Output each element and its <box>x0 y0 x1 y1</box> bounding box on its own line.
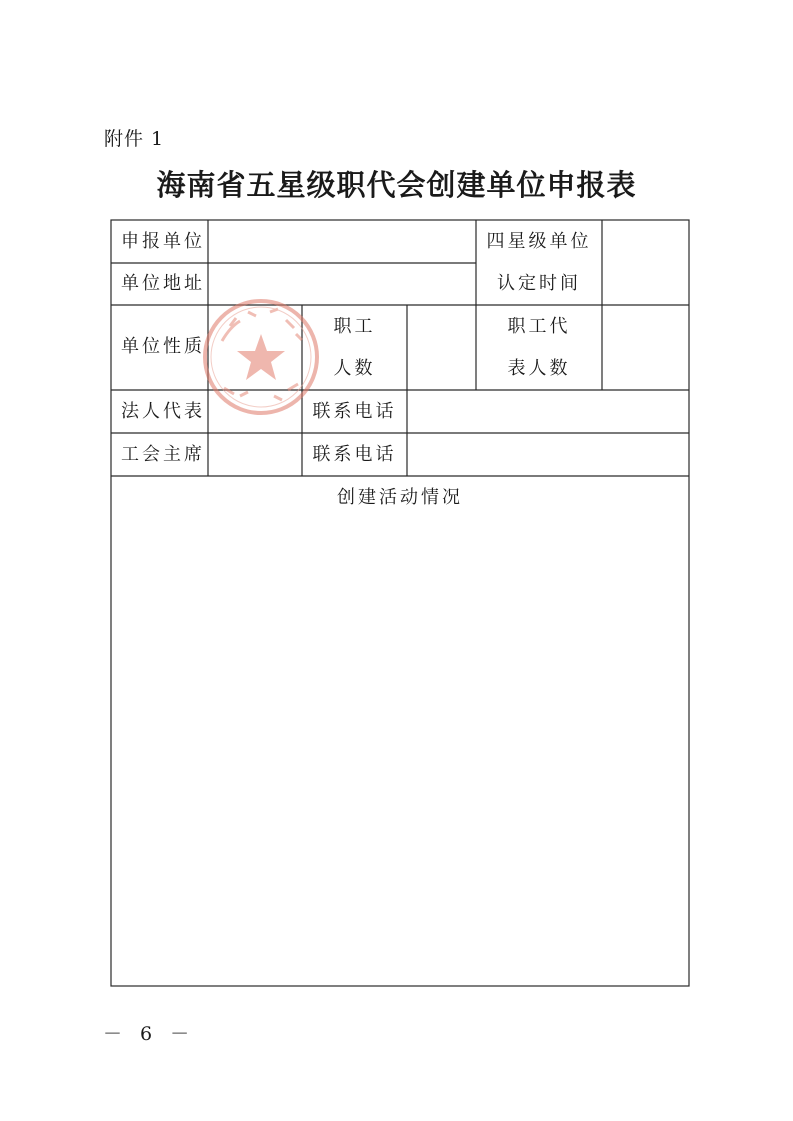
official-seal-icon <box>200 296 322 418</box>
page-number: － 6 － <box>103 1023 196 1045</box>
unit-address-label: 单位地址 <box>121 273 205 294</box>
attachment-label: 附件 1 <box>104 128 165 150</box>
staff-rep-count-label-line1: 职工代 <box>507 316 571 337</box>
page-title: 海南省五星级职代会创建单位申报表 <box>156 168 637 202</box>
unit-nature-label: 单位性质 <box>121 336 205 357</box>
legal-representative-label: 法人代表 <box>121 401 205 422</box>
contact-phone-label-union: 联系电话 <box>312 444 397 465</box>
creation-activities-label: 创建活动情况 <box>337 487 463 508</box>
staff-rep-count-label-line2: 表人数 <box>507 358 571 379</box>
four-star-recognition-label-line2: 认定时间 <box>497 273 581 294</box>
staff-count-label-line2: 人数 <box>333 358 376 379</box>
four-star-recognition-label-line1: 四星级单位 <box>486 231 592 252</box>
union-chair-label: 工会主席 <box>121 444 205 465</box>
applicant-unit-label: 申报单位 <box>121 231 205 252</box>
staff-count-label-line1: 职工 <box>333 316 376 337</box>
contact-phone-label-legal: 联系电话 <box>312 401 397 422</box>
